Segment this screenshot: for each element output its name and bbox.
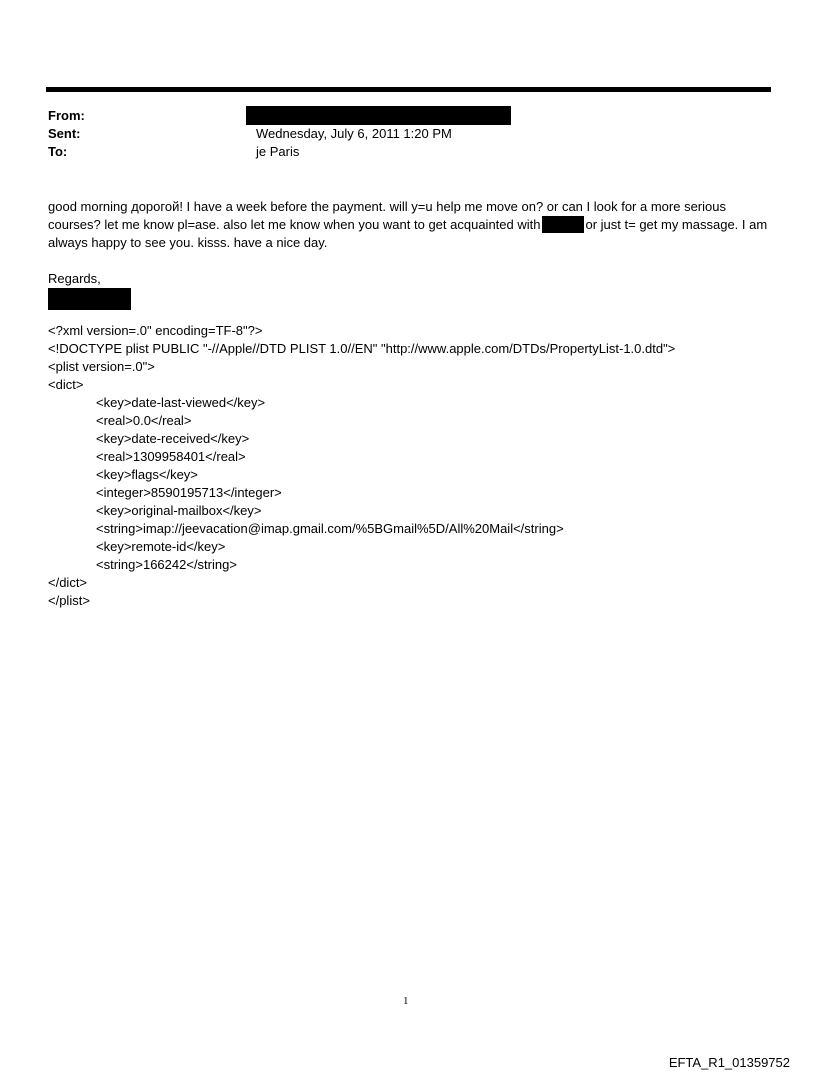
plist-line: <dict> <box>48 377 84 392</box>
plist-line: <key>remote-id</key> <box>96 539 226 554</box>
plist-line: <key>date-last-viewed</key> <box>96 395 266 410</box>
plist-line: <!DOCTYPE plist PUBLIC "-//Apple//DTD PLIST 1.0//EN" "http://www.apple.com/DTDs/PropertyList-1.0.dtd"> <box>48 341 676 356</box>
plist-line: <string>166242</string> <box>96 557 237 572</box>
message-text-part2: or just t= get my massage. I am always happy to see you. kisss. have a nice day. <box>48 217 768 250</box>
closing: Regards, <box>48 271 101 286</box>
plist-line: </dict> <box>48 575 88 590</box>
plist-line: </plist> <box>48 593 90 608</box>
from-label: From: <box>48 108 85 123</box>
plist-line: <key>original-mailbox</key> <box>96 503 262 518</box>
document-id: EFTA_R1_01359752 <box>668 1055 790 1070</box>
from-redaction <box>246 106 511 125</box>
name-redaction <box>542 216 584 233</box>
message-text-part1: good morning дорогой! I have a week before the payment. will y=u help me move on? or can I look for a more serious courses? let me know pl=ase. also let me know when you want to get acquainted with <box>48 199 726 232</box>
page-number: 1 <box>403 995 409 1007</box>
to-value: je Paris <box>256 144 300 159</box>
plist-line: <string>imap://jeevacation@imap.gmail.com/%5BGmail%5D/All%20Mail</string> <box>96 521 564 536</box>
plist-line: <key>date-received</key> <box>96 431 250 446</box>
header-rule <box>46 87 771 92</box>
plist-line: <key>flags</key> <box>96 467 198 482</box>
to-label: To: <box>48 144 68 159</box>
plist-line: <plist version=.0"> <box>48 359 155 374</box>
message-body <box>48 198 772 252</box>
plist-line: <integer>8590195713</integer> <box>96 485 282 500</box>
plist-line: <real>1309958401</real> <box>96 449 246 464</box>
signature-redaction <box>48 288 131 310</box>
plist-line: <?xml version=.0" encoding=TF-8"?> <box>48 323 263 338</box>
plist-line: <real>0.0</real> <box>96 413 192 428</box>
sent-value: Wednesday, July 6, 2011 1:20 PM <box>256 126 452 141</box>
sent-label: Sent: <box>48 126 81 141</box>
